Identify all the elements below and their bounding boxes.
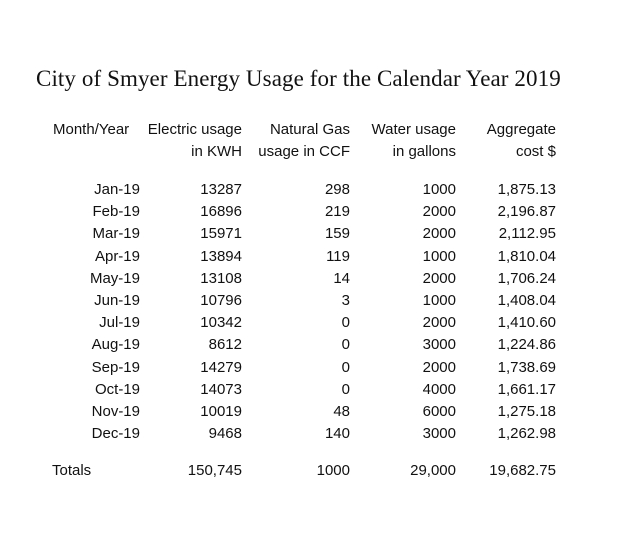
table-row bbox=[0, 403, 640, 425]
electric-cell: 14073 bbox=[200, 380, 242, 398]
table-row bbox=[0, 181, 640, 203]
cost-cell: 1,408.04 bbox=[497, 291, 556, 309]
water-cell: 2000 bbox=[422, 203, 456, 221]
electric-cell: 13108 bbox=[200, 269, 242, 287]
header-natural-gas bbox=[250, 119, 350, 163]
month-cell: Aug-19 bbox=[91, 336, 140, 354]
gas-cell: 119 bbox=[326, 247, 350, 265]
month-cell: May-19 bbox=[89, 269, 140, 287]
header-water-usage bbox=[360, 119, 456, 163]
water-cell: 3000 bbox=[422, 425, 456, 443]
water-cell: 6000 bbox=[422, 402, 456, 420]
month-cell: Apr-19 bbox=[94, 247, 140, 265]
header-water-line1: Water usage bbox=[371, 121, 456, 138]
water-cell: 2000 bbox=[422, 269, 456, 287]
gas-cell: 14 bbox=[333, 269, 350, 287]
electric-cell: 10342 bbox=[200, 314, 242, 332]
electric-cell: 13287 bbox=[200, 181, 242, 198]
header-gas-line2: usage in CCF bbox=[258, 143, 350, 160]
table-row bbox=[0, 314, 640, 336]
cost-cell: 1,410.60 bbox=[497, 314, 556, 332]
month-cell: Dec-19 bbox=[91, 425, 140, 443]
month-cell: Nov-19 bbox=[91, 402, 140, 420]
gas-cell: 298 bbox=[324, 181, 350, 198]
header-cost-line1: Aggregate bbox=[486, 121, 556, 138]
header-aggregate-cost bbox=[460, 119, 556, 163]
water-cell: 3000 bbox=[422, 336, 456, 354]
cost-cell: 1,706.24 bbox=[497, 269, 556, 287]
cost-cell: 1,810.04 bbox=[497, 247, 556, 265]
cost-cell: 2,112.95 bbox=[498, 225, 556, 243]
month-cell: Oct-19 bbox=[94, 380, 140, 398]
table-row bbox=[0, 248, 640, 270]
water-cell: 1000 bbox=[422, 247, 456, 265]
water-cell: 1000 bbox=[422, 181, 456, 198]
water-cell: 2000 bbox=[422, 225, 456, 243]
table-row bbox=[0, 270, 640, 292]
water-cell: 2000 bbox=[422, 314, 456, 332]
month-cell: Feb-19 bbox=[92, 203, 140, 221]
header-electric-line1: Electric usage bbox=[147, 121, 242, 138]
gas-cell: 219 bbox=[324, 203, 350, 221]
month-cell: Jan-19 bbox=[94, 181, 140, 198]
gas-cell: 48 bbox=[333, 402, 350, 420]
table-row bbox=[0, 225, 640, 247]
document-title: City of Smyer Energy Usage for the Calendar Year 2019 bbox=[36, 66, 561, 91]
gas-cell: 0 bbox=[341, 358, 350, 376]
header-month-year bbox=[53, 119, 129, 141]
cost-cell: 1,262.98 bbox=[497, 425, 556, 443]
totals-gas: 1000 bbox=[316, 462, 350, 479]
table-row bbox=[0, 336, 640, 358]
cost-cell: 1,224.86 bbox=[497, 336, 556, 354]
table-row bbox=[0, 203, 640, 225]
electric-cell: 15971 bbox=[200, 225, 242, 243]
electric-cell: 16896 bbox=[200, 203, 242, 221]
header-month-year-line1: Month/Year bbox=[53, 121, 130, 138]
cost-cell: 1,275.18 bbox=[497, 402, 556, 420]
gas-cell: 0 bbox=[341, 314, 350, 332]
table-row bbox=[0, 381, 640, 403]
usage-table-body bbox=[0, 181, 640, 447]
cost-cell: 1,875.13 bbox=[497, 181, 556, 198]
month-cell: Sep-19 bbox=[91, 358, 140, 376]
electric-cell: 14279 bbox=[200, 358, 242, 376]
electric-cell: 8612 bbox=[208, 336, 242, 354]
month-cell: Mar-19 bbox=[92, 225, 140, 243]
totals-cost: 19,682.75 bbox=[489, 462, 556, 479]
electric-cell: 10019 bbox=[200, 402, 242, 420]
gas-cell: 3 bbox=[341, 291, 350, 309]
water-cell: 1000 bbox=[422, 291, 456, 309]
electric-cell: 13894 bbox=[200, 247, 242, 265]
table-row bbox=[0, 425, 640, 447]
cost-cell: 1,738.69 bbox=[497, 358, 556, 376]
gas-cell: 0 bbox=[341, 336, 350, 354]
header-electric-line2: in KWH bbox=[191, 143, 242, 160]
header-cost-line2: cost $ bbox=[515, 143, 556, 160]
header-water-line2: in gallons bbox=[392, 143, 456, 160]
totals-label: Totals bbox=[52, 462, 92, 479]
totals-electric: 150,745 bbox=[187, 462, 242, 479]
water-cell: 4000 bbox=[422, 380, 456, 398]
month-cell: Jul-19 bbox=[99, 314, 140, 332]
cost-cell: 1,661.17 bbox=[497, 380, 556, 398]
gas-cell: 140 bbox=[324, 425, 350, 443]
table-row bbox=[0, 359, 640, 381]
electric-cell: 9468 bbox=[208, 425, 242, 443]
electric-cell: 10796 bbox=[200, 291, 242, 309]
header-gas-line1: Natural Gas bbox=[269, 121, 350, 138]
gas-cell: 0 bbox=[341, 380, 350, 398]
cost-cell: 2,196.87 bbox=[497, 203, 556, 221]
month-cell: Jun-19 bbox=[94, 291, 140, 309]
totals-row bbox=[0, 462, 640, 482]
table-row bbox=[0, 292, 640, 314]
gas-cell: 159 bbox=[324, 225, 350, 243]
header-electric-usage bbox=[140, 119, 242, 163]
water-cell: 2000 bbox=[422, 358, 456, 376]
totals-water: 29,000 bbox=[410, 462, 456, 479]
